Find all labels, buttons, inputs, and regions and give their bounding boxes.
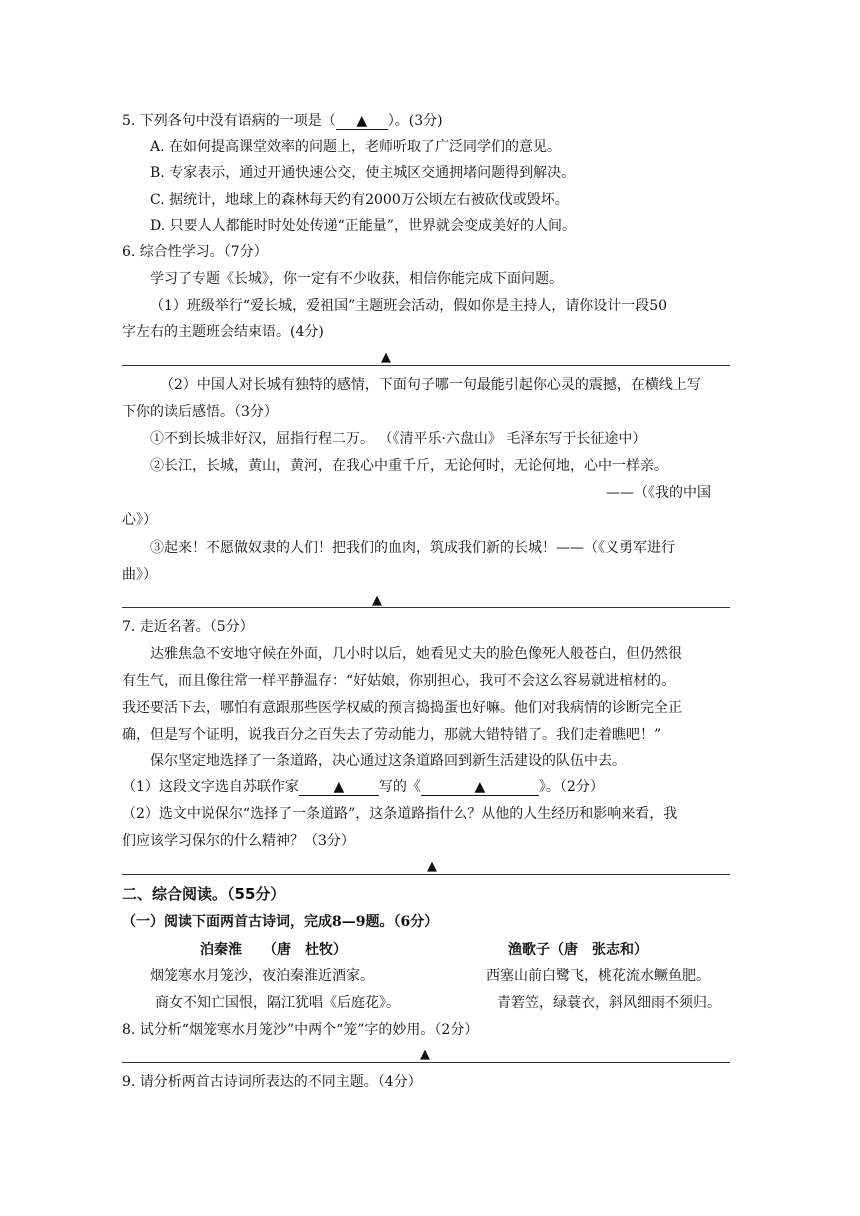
answer-marker-icon: ▲ [381, 350, 391, 365]
q7-answer-line[interactable] [122, 874, 730, 875]
q5-stem [122, 111, 443, 131]
q8-stem: 8. 试分析“烟笼寒水月笼沙”中两个“笼”字的妙用。（2分） [122, 1022, 479, 1038]
answer-marker-icon: ▲ [427, 859, 437, 874]
q7-sub1-end: 》。（2分） [538, 779, 604, 795]
q7-passage-line: 有生气，而且像往常一样平静温存：“好姑娘，你别担心，我可不会这么容易就进棺材的。 [122, 673, 676, 689]
answer-marker-icon: ▲ [372, 593, 382, 608]
q7-passage-line: 保尔坚定地选择了一条道路，决心通过这条道路回到新生活建设的队伍中去。 [150, 753, 626, 769]
q7-sub1-mid: 写的《 [378, 779, 421, 795]
q9-stem: 9. 请分析两首古诗词所表达的不同主题。（4分） [122, 1074, 422, 1090]
section2-part1-heading: （一）阅读下面两首古诗词，完成8—9题。（6分） [122, 914, 439, 930]
q5-option-d: D. 只要人人都能时时处处传递“正能量”，世界就会变成美好的人间。 [150, 218, 576, 234]
q6-sentence-2: ②长江，长城，黄山，黄河，在我心中重千斤，无论何时，无论何地，心中一样亲。 [150, 458, 668, 474]
q7-sub1-text: （1）这段文字选自苏联作家 [122, 779, 299, 795]
q7-sub2-line2: 们应该学习保尔的什么精神？（3分） [122, 833, 355, 849]
q6-sentence-1: ①不到长城非好汉，屈指行程二万。 （《清平乐·六盘山》 毛泽东写于长征途中） [150, 431, 647, 447]
q6-part1-line2: 字左右的主题班会结束语。(4分) [122, 324, 324, 340]
q5-stem-end: ）。(3分) [387, 113, 443, 129]
q6-part2-line2: 下你的读后感悟。（3分） [122, 404, 278, 420]
q7-sub1 [122, 777, 604, 797]
q5-answer-blank[interactable] [336, 113, 388, 130]
q7-passage-line: 我还要活下去，哪怕有意跟那些医学权威的预言捣捣蛋也好嘛。他们对我病情的诊断完全正 [122, 700, 682, 716]
q7-passage-line: 达雅焦急不安地守候在外面，几小时以后，她看见丈夫的脸色像死人般苍白，但仍然很 [150, 646, 682, 662]
q6-sentence-3-end: 曲》） [122, 567, 157, 583]
answer-marker-icon: ▲ [420, 1047, 430, 1062]
q5-option-a: A. 在如何提高课堂效率的问题上，老师听取了广泛同学们的意见。 [150, 139, 562, 155]
q6-sentence-2-source-end: 心》） [122, 512, 157, 528]
q6-part2-answer-line[interactable] [122, 607, 730, 608]
q5-stem-text: 5. 下列各句中没有语病的一项是（ [122, 113, 336, 129]
q7-author-blank[interactable] [299, 779, 379, 796]
poem2-title: 渔歌子（唐 张志和） [508, 942, 648, 958]
answer-marker-icon: ▲ [356, 113, 368, 129]
q6-part1-line1: （1）班级举行“爱长城，爱祖国”主题班会活动，假如你是主持人，请你设计一段50 [150, 298, 668, 314]
q7-passage-line: 确，但是写个证明，说我百分之百失去了劳动能力，那就大错特错了。我们走着瞧吧！” [122, 727, 662, 743]
poem1-line1: 烟笼寒水月笼沙，夜泊秦淮近酒家。 [150, 968, 374, 984]
q6-sentence-3: ③起来！不愿做奴隶的人们！把我们的血肉，筑成我们新的长城！——（《义勇军进行 [150, 540, 675, 556]
q5-option-c: C. 据统计，地球上的森林每天约有2000万公顷左右被砍伐或毁坏。 [150, 192, 569, 208]
q7-book-blank[interactable] [421, 779, 539, 796]
section2-title: 二、综合阅读。（55分） [122, 885, 286, 903]
q6-part2-line1: （2）中国人对长城有独特的感情，下面句子哪一句最能引起你心灵的震撼，在横线上写 [160, 377, 701, 393]
poem2-line2: 青箬笠，绿蓑衣，斜风细雨不须归。 [497, 995, 721, 1011]
poem1-line2: 商女不知亡国恨，隔江犹唱《后庭花》。 [155, 995, 400, 1011]
q6-sentence-2-source: ——（《我的中国 [606, 485, 711, 501]
answer-marker-icon: ▲ [474, 779, 486, 795]
poem1-title: 泊秦淮 （唐 杜牧） [200, 942, 347, 958]
q5-option-b: B. 专家表示，通过开通快速公交，使主城区交通拥堵问题得到解决。 [150, 165, 576, 181]
q6-title: 6. 综合性学习。（7分） [122, 244, 268, 260]
q7-sub2-line1: （2）选文中说保尔“选择了一条道路”，这条道路指什么？从他的人生经历和影响来看，我 [122, 806, 678, 822]
q7-title: 7. 走近名著。（5分） [122, 619, 254, 635]
poem2-line1: 西塞山前白鹭飞，桃花流水鳜鱼肥。 [486, 968, 710, 984]
q8-answer-line[interactable] [122, 1062, 730, 1063]
q6-intro: 学习了专题《长城》，你一定有不少收获，相信你能完成下面问题。 [150, 271, 563, 287]
answer-marker-icon: ▲ [333, 779, 345, 795]
q6-part1-answer-line[interactable] [122, 365, 730, 366]
